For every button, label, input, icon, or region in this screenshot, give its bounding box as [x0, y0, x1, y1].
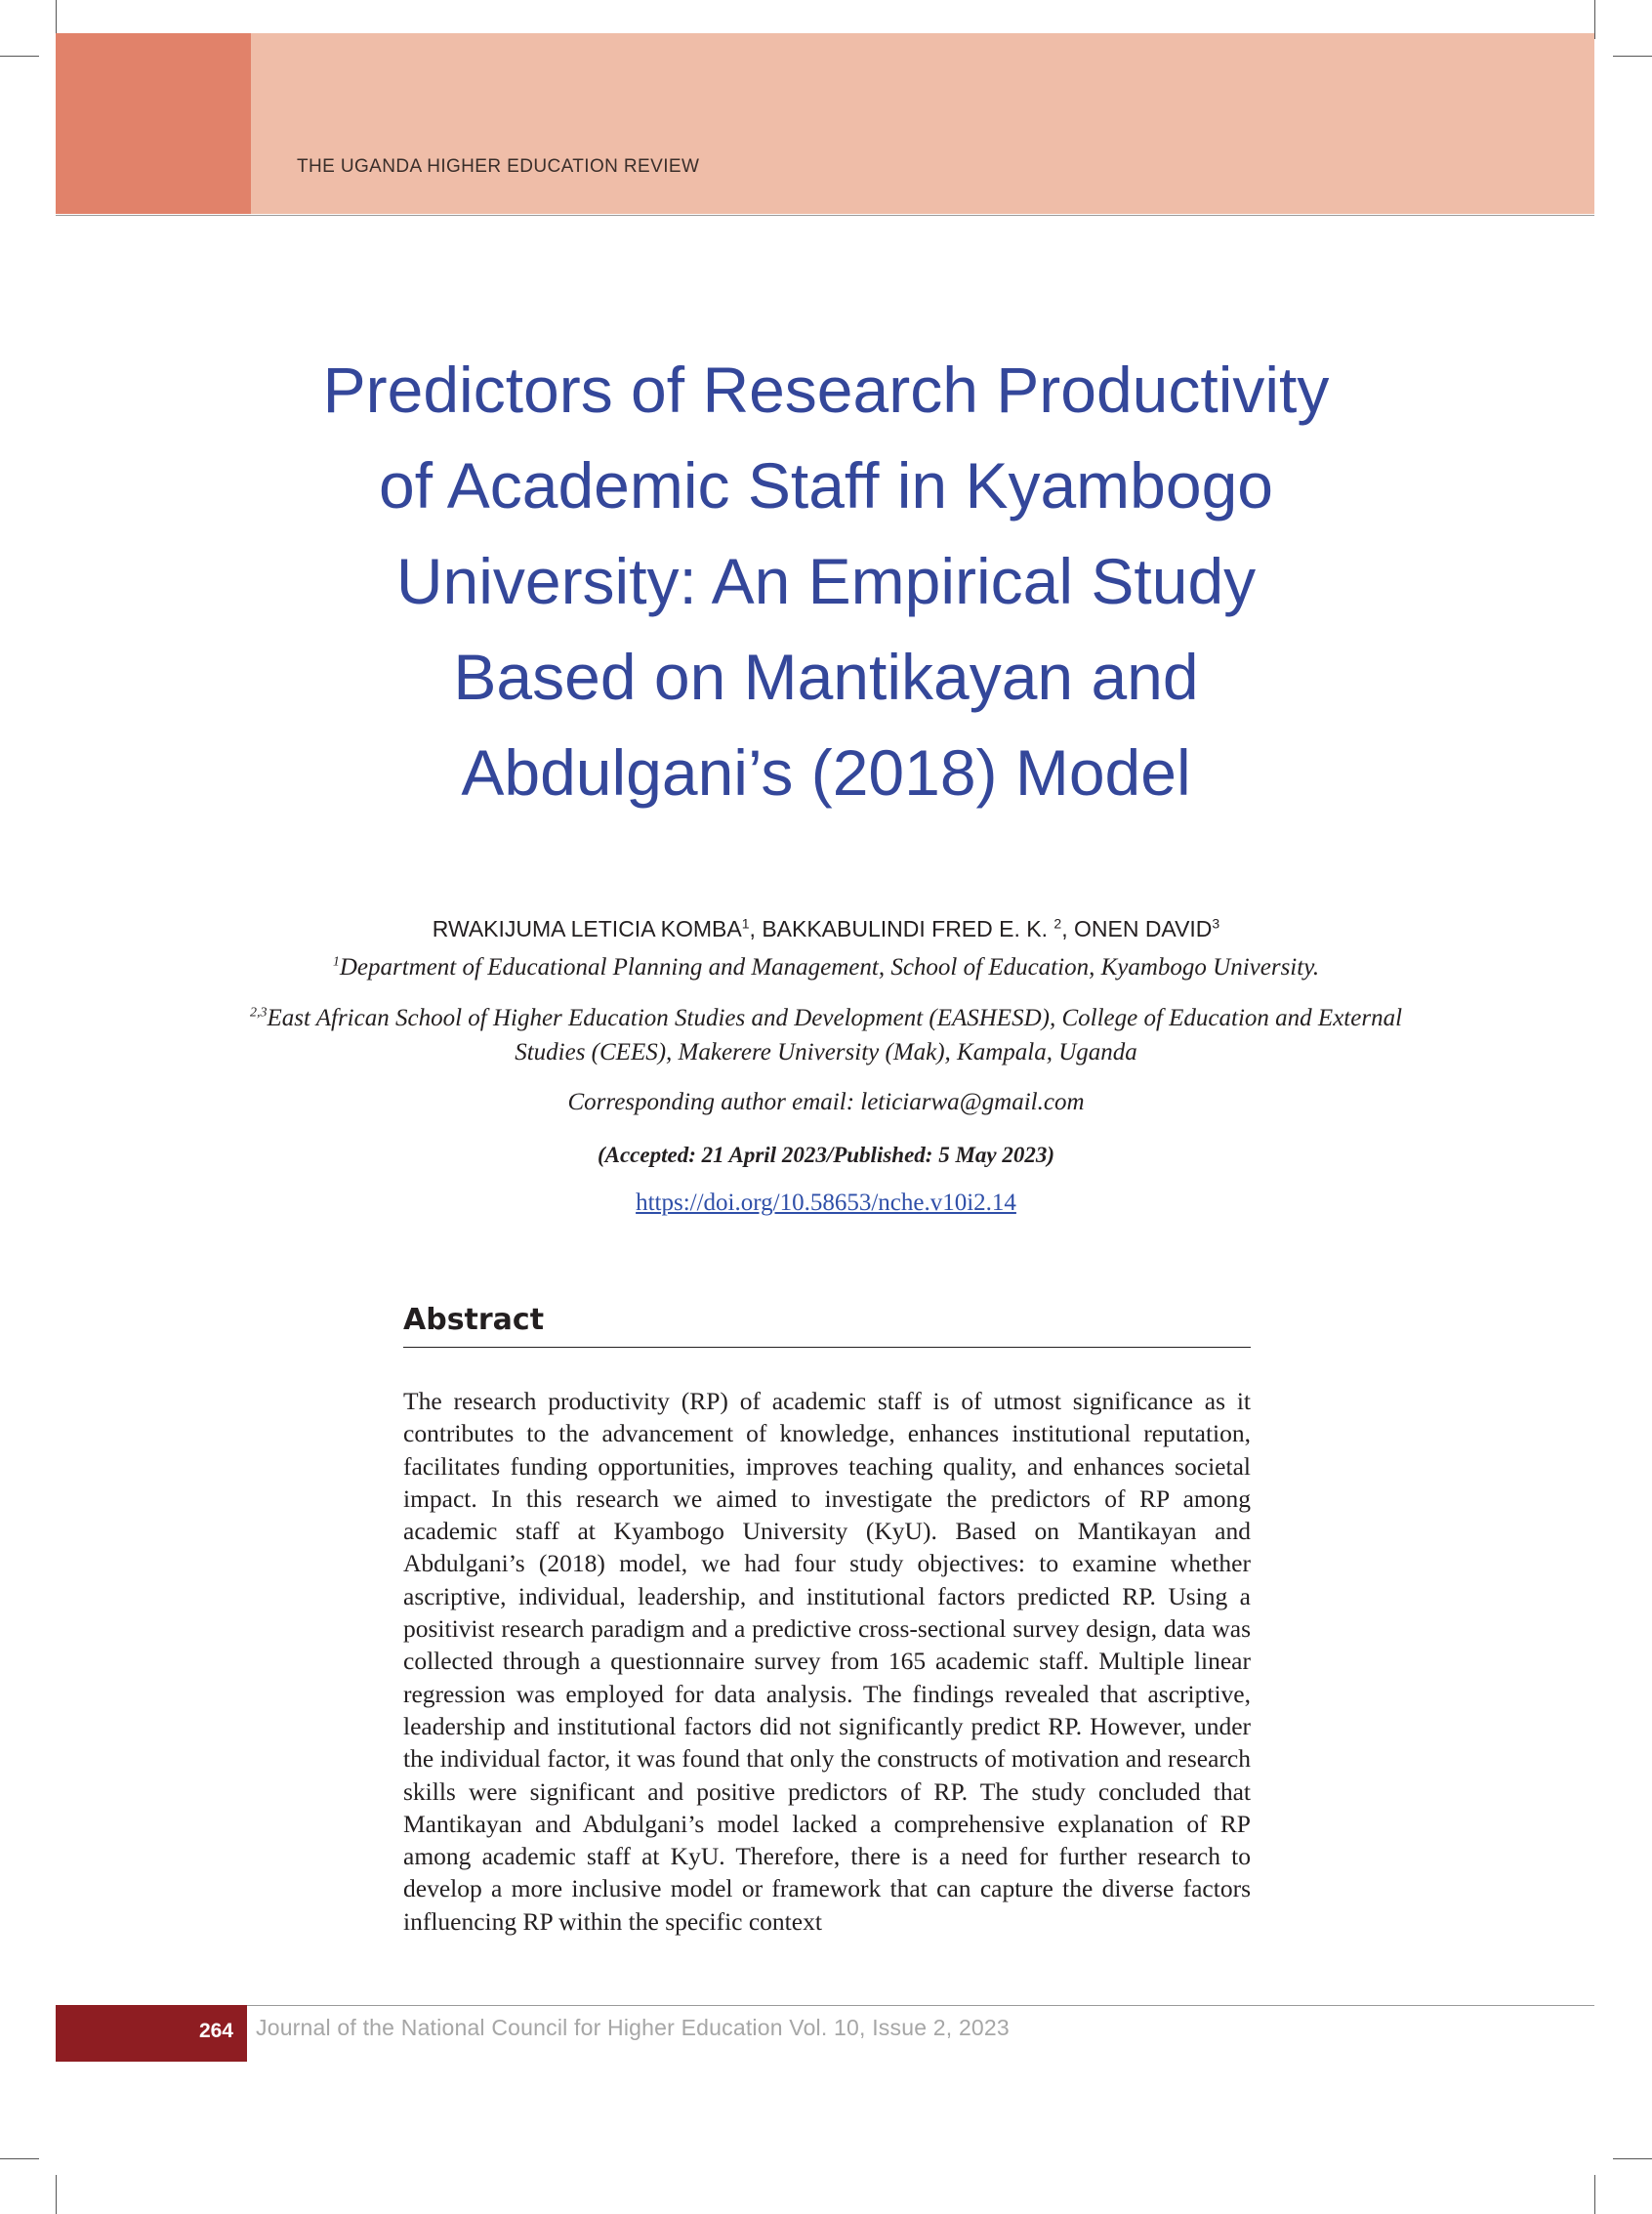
- author-sup: 2: [1053, 915, 1062, 932]
- crop-mark: [1594, 2175, 1595, 2214]
- crop-mark: [56, 2175, 57, 2214]
- abstract-body: The research productivity (RP) of academic staff is of utmost significance as it contributes to the advancement of knowledge, enhances institutional reputation, facilitates funding opportunities, improves teaching quality, and enhances societal impact. In this research we aimed to investigate the predictors of RP among academic staff at Kyambogo University (KyU). Based on Mantikayan and Abdulgani’s (2018) model, we had four study objectives: to examine whether ascriptive, individual, leadership, and institutional factors predicted RP. Using a positivist research paradigm and a predictive cross-sectional survey design, data was collected through a questionnaire survey from 165 academic staff. Multiple linear regression was employed for data analysis. The findings revealed that ascriptive, leadership and institutional factors did not significantly predict RP. However, under the individual factor, it was found that only the constructs of motivation and research skills were significant and positive predictors of RP. The study concluded that Mantikayan and Abdulgani’s model lacked a comprehensive explanation of RP among academic staff at KyU. Therefore, there is a need for further research to develop a more inclusive model or framework that can capture the diverse factors influencing RP within the specific context: [403, 1387, 1251, 1936]
- author-name: BAKKABULINDI FRED E. K.: [762, 916, 1054, 941]
- header-band: [56, 33, 1594, 214]
- author-separator: ,: [1061, 916, 1074, 941]
- affiliation-2: [240, 1001, 1412, 1069]
- crop-mark: [1613, 2158, 1652, 2159]
- abstract-heading: Abstract: [403, 1303, 545, 1337]
- author-name: ONEN DAVID: [1073, 916, 1213, 941]
- publication-dates: (Accepted: 21 April 2023/Published: 5 May 2023): [597, 1143, 1055, 1167]
- footer-journal-info: Journal of the National Council for Higher Education Vol. 10, Issue 2, 2023: [256, 2015, 1010, 2040]
- title-line: Abdulgani’s (2018) Model: [461, 736, 1191, 809]
- crop-mark: [1594, 0, 1595, 39]
- author-sup: 1: [741, 915, 750, 932]
- header-rule: [56, 215, 1594, 216]
- doi-link[interactable]: https://doi.org/10.58653/nche.v10i2.14: [636, 1190, 1016, 1216]
- article-title: [195, 342, 1457, 820]
- title-line: University: An Empirical Study: [395, 545, 1257, 617]
- page-number: 264: [56, 2005, 247, 2062]
- title-line: Based on Mantikayan and: [453, 641, 1199, 713]
- affiliation-text: Department of Educational Planning and Management, School of Education, Kyambogo University.: [339, 954, 1320, 981]
- corresponding-author: Corresponding author email: leticiarwa@gmail.com: [567, 1089, 1085, 1115]
- title-line: of Academic Staff in Kyambogo: [379, 449, 1273, 522]
- affiliation-text: East African School of Higher Education Studies and Development (EASHESD), College of Education and External Studies (CEES), Makerere University (Mak), Kampala, Uganda: [267, 1005, 1403, 1065]
- footer-rule: [56, 2005, 1594, 2006]
- author-name: RWAKIJUMA LETICIA KOMBA: [432, 916, 742, 941]
- author-sup: 3: [1212, 915, 1220, 932]
- author-list: [98, 916, 1554, 942]
- crop-mark: [1613, 56, 1652, 57]
- abstract-rule: [403, 1347, 1251, 1348]
- affiliation-1: [98, 950, 1554, 984]
- doi: [98, 1190, 1554, 1217]
- crop-mark: [0, 2158, 39, 2159]
- affiliation-sup: 2,3: [249, 1005, 268, 1021]
- journal-name: THE UGANDA HIGHER EDUCATION REVIEW: [297, 156, 700, 177]
- crop-mark: [0, 56, 39, 57]
- title-line: Predictors of Research Productivity: [322, 354, 1330, 426]
- author-separator: ,: [749, 916, 763, 941]
- affiliation-sup: 1: [332, 954, 340, 970]
- header-accent-block: [56, 33, 251, 214]
